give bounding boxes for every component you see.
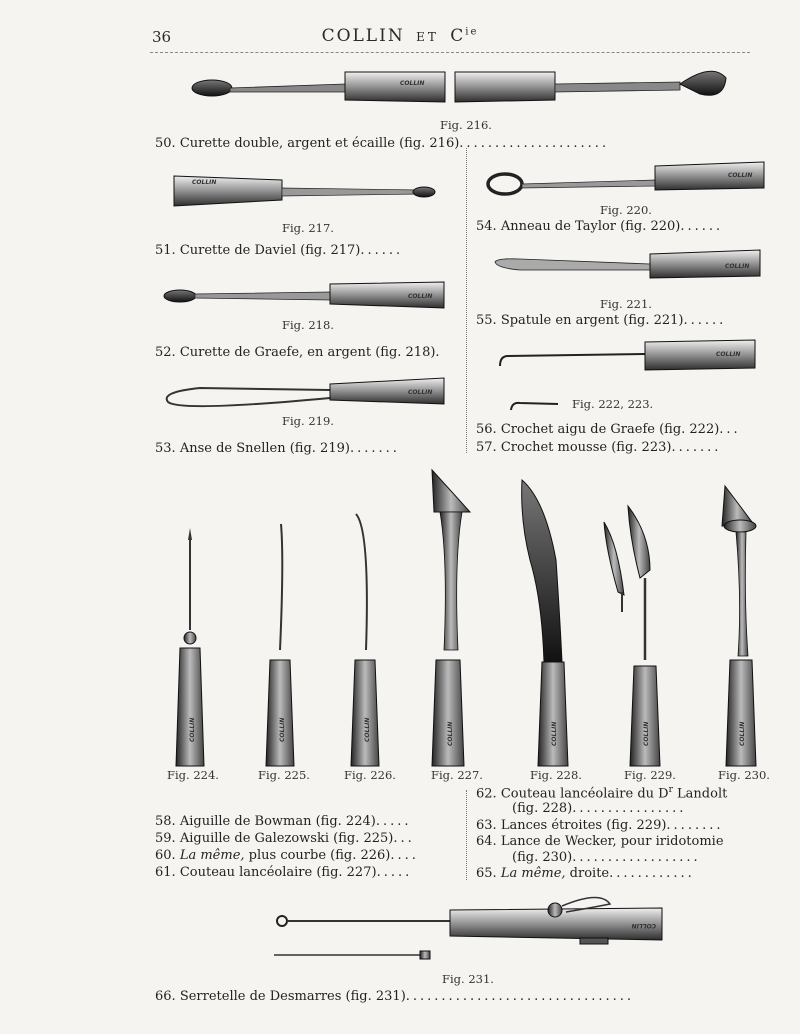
item-63: 63. Lances étroites (fig. 229)........ [476, 818, 724, 833]
handle-mark-225: COLLIN [279, 717, 286, 742]
fig-218-curette-graefe [164, 282, 444, 308]
page-number: 36 [152, 28, 172, 46]
caption-fig-221: Fig. 221. [600, 297, 652, 311]
caption-fig-219: Fig. 219. [282, 414, 334, 428]
fig-229-lances-etroites [604, 506, 660, 766]
caption-fig-231: Fig. 231. [442, 972, 494, 986]
item-62-cont: (fig. 228)................ [512, 801, 687, 816]
item-66: 66. Serretelle de Desmarres (fig. 231)................................ [155, 989, 634, 1004]
item-53: 53. Anse de Snellen (fig. 219)....... [155, 441, 400, 456]
fig-219-anse-snellen [167, 378, 444, 406]
item-64-cont: (fig. 230).................. [512, 850, 701, 865]
handle-mark-230: COLLIN [739, 721, 746, 746]
handle-mark-216a: COLLIN [400, 80, 425, 87]
fig-228-couteau-landolt [522, 480, 568, 766]
fig-231-serretelle-desmarres [274, 897, 662, 959]
fig-220-anneau-taylor [488, 162, 764, 194]
header-c-sup: ie [465, 26, 479, 38]
item-56: 56. Crochet aigu de Graefe (fig. 222)... [476, 422, 741, 437]
handle-mark-227: COLLIN [447, 721, 454, 746]
item-62: 62. Couteau lancéolaire du $D^r$ Landolt [476, 785, 728, 802]
handle-mark-221: COLLIN [725, 263, 750, 270]
fig-216-curette-double [192, 71, 726, 102]
caption-fig-224: Fig. 224. [167, 768, 219, 782]
fig-221-spatule [495, 250, 760, 278]
handle-mark-219: COLLIN [408, 389, 433, 396]
item-54: 54. Anneau de Taylor (fig. 220)...... [476, 219, 724, 234]
caption-fig-216: Fig. 216. [440, 118, 492, 132]
item-60: 60. La même, plus courbe (fig. 226).... [155, 848, 419, 863]
item-50: 50. Curette double, argent et écaille (fig. 216)..................... [155, 136, 610, 151]
header-et: ET [416, 30, 439, 44]
item-51: 51. Curette de Daviel (fig. 217)...... [155, 243, 404, 258]
caption-fig-229: Fig. 229. [624, 768, 676, 782]
caption-fig-228: Fig. 228. [530, 768, 582, 782]
caption-fig-227: Fig. 227. [431, 768, 483, 782]
item-64: 64. Lance de Wecker, pour iridotomie [476, 834, 724, 849]
caption-fig-226: Fig. 226. [344, 768, 396, 782]
handle-mark-231: COLLIN [631, 922, 656, 929]
handle-mark-220: COLLIN [728, 172, 753, 179]
caption-fig-222-223: Fig. 222, 223. [572, 397, 654, 411]
caption-fig-220: Fig. 220. [600, 203, 652, 217]
handle-mark-218: COLLIN [408, 293, 433, 300]
handle-mark-229: COLLIN [643, 721, 650, 746]
caption-fig-225: Fig. 225. [258, 768, 310, 782]
caption-fig-217: Fig. 217. [282, 221, 334, 235]
handle-mark-228: COLLIN [551, 721, 558, 746]
item-57: 57. Crochet mousse (fig. 223)....... [476, 440, 722, 455]
item-61: 61. Couteau lancéolaire (fig. 227)..... [155, 865, 413, 880]
item-59: 59. Aiguille de Galezowski (fig. 225)... [155, 831, 415, 846]
handle-mark-226: COLLIN [364, 717, 371, 742]
handle-mark-217: COLLIN [192, 179, 217, 186]
item-52: 52. Curette de Graefe, en argent (fig. 218). [155, 345, 440, 360]
item-58: 58. Aiguille de Bowman (fig. 224)..... [155, 814, 412, 829]
handle-mark-224: COLLIN [189, 717, 196, 742]
item-55: 55. Spatule en argent (fig. 221)...... [476, 313, 727, 328]
caption-fig-218: Fig. 218. [282, 318, 334, 332]
header-c: C [450, 26, 466, 46]
header-collin: COLLIN [321, 26, 405, 46]
handle-mark-222: COLLIN [716, 351, 741, 358]
item-65: 65. La même, droite............ [476, 866, 695, 881]
fig-223-crochet-mousse [511, 403, 558, 410]
caption-fig-230: Fig. 230. [718, 768, 770, 782]
